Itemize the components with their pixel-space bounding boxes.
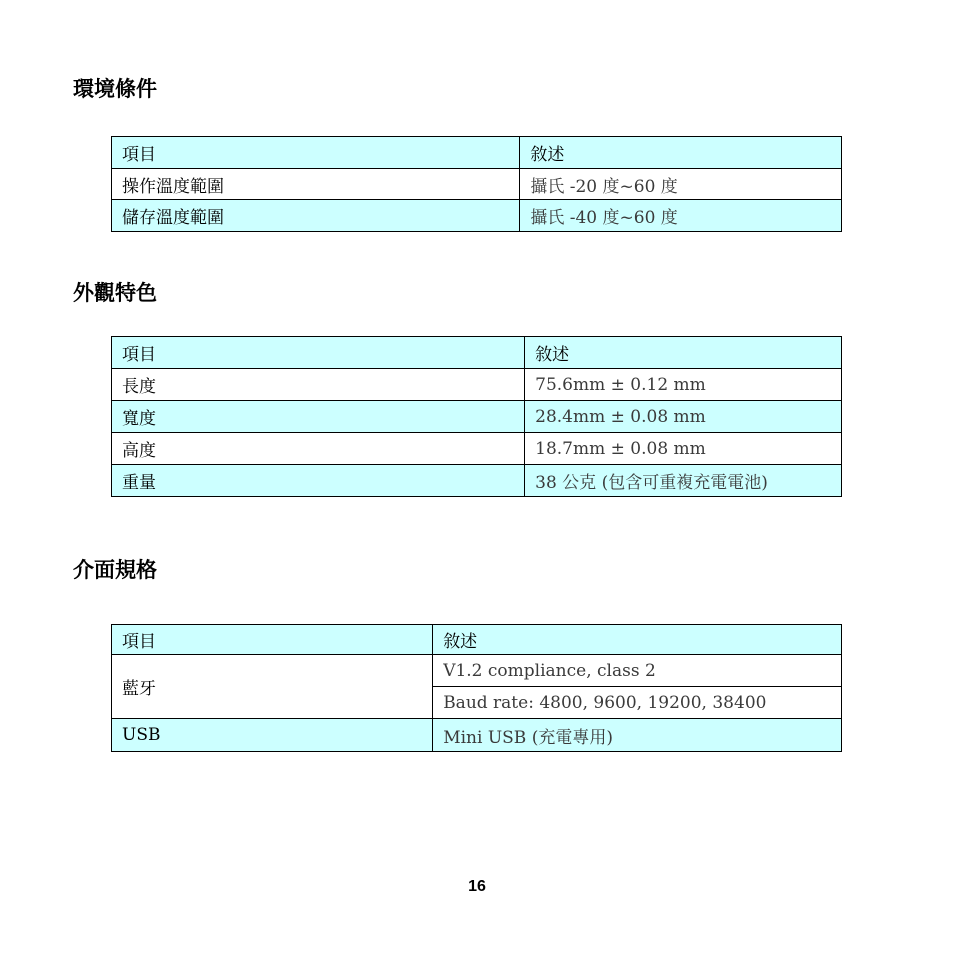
header-cell-item: 項目 [112,137,520,169]
row-value: 75.6mm ± 0.12 mm [525,369,842,401]
row-value: Mini USB (充電專用) [433,719,842,752]
row-label: 重量 [112,465,525,497]
section-title-interface: 介面規格 [73,558,157,582]
header-cell-item: 項目 [112,337,525,369]
table-row [112,465,842,497]
table-row [112,369,842,401]
row-label: 長度 [112,369,525,401]
row-label: 儲存溫度範圍 [112,200,520,232]
table-row [112,433,842,465]
row-value: 28.4mm ± 0.08 mm [525,401,842,433]
table-row [112,401,842,433]
row-label: 操作溫度範圍 [112,169,520,200]
row-label: 藍牙 [112,655,433,719]
table-header-row [112,337,842,369]
header-cell-description: 敘述 [520,137,842,169]
header-cell-description: 敘述 [433,625,842,655]
header-cell-description: 敘述 [525,337,842,369]
row-label: USB [112,719,433,752]
row-label: 高度 [112,433,525,465]
row-label: 寬度 [112,401,525,433]
interface-table [111,624,842,752]
environment-table [111,136,842,232]
section-title-appearance: 外觀特色 [73,281,157,305]
table-header-row [112,137,842,169]
row-value: Baud rate: 4800, 9600, 19200, 38400 [433,687,842,719]
section-title-environment: 環境條件 [73,77,157,101]
page-number: 16 [468,878,486,895]
row-value: 38 公克 (包含可重複充電電池) [525,465,842,497]
row-value: V1.2 compliance, class 2 [433,655,842,687]
table-row [112,169,842,200]
table-header-row [112,625,842,655]
appearance-table [111,336,842,497]
table-row [112,200,842,232]
row-value: 18.7mm ± 0.08 mm [525,433,842,465]
table-row [112,655,842,687]
table-row [112,719,842,752]
row-value: 攝氏 -20 度~60 度 [520,169,842,200]
row-value: 攝氏 -40 度~60 度 [520,200,842,232]
header-cell-item: 項目 [112,625,433,655]
